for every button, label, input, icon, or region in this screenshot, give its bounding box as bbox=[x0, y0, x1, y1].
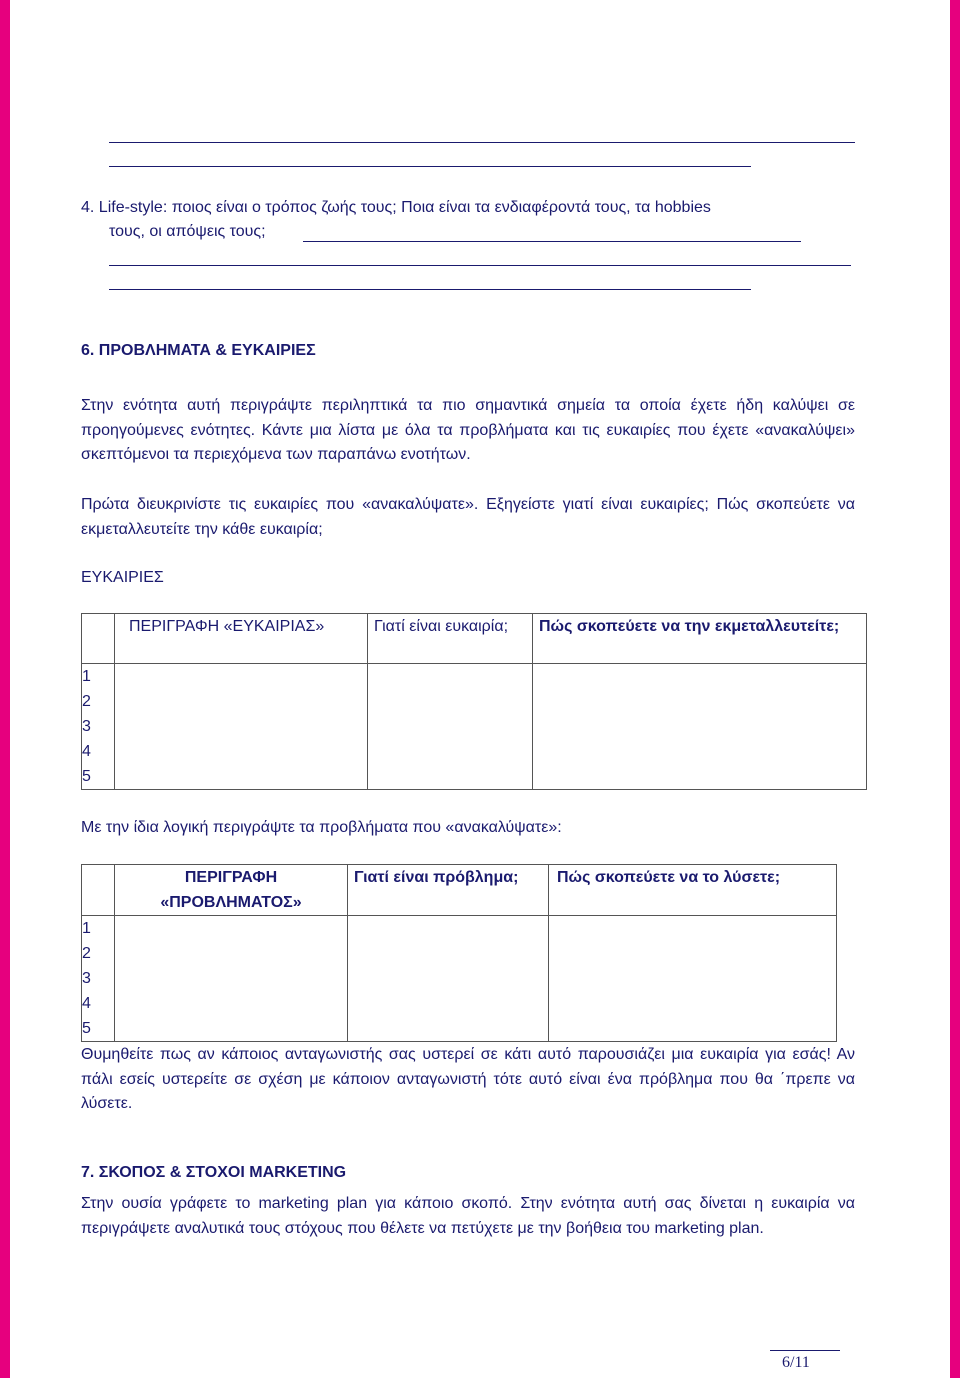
problems-table bbox=[81, 864, 837, 1042]
row-number: 2 bbox=[82, 693, 91, 710]
item4-line1: 4. Life-style: ποιος είναι ο τρόπος ζωής τους; Ποια είναι τα ενδιαφέροντά τους, τα hobbies bbox=[81, 199, 711, 216]
prob-col-description: ΠΕΡΙΓΡΑΦΗ «ΠΡΟΒΛΗΜΑΤΟΣ» bbox=[115, 865, 348, 916]
page-number: 6/11 bbox=[782, 1354, 810, 1371]
opportunities-label: ΕΥΚΑΙΡΙΕΣ bbox=[81, 569, 164, 586]
row-number: 1 bbox=[82, 920, 91, 937]
row-number: 5 bbox=[82, 768, 91, 785]
section6-paragraph-3: Θυμηθείτε πως αν κάποιος ανταγωνιστής σας υστερεί σε κάτι αυτό παρουσιάζει μια ευκαιρία για εσάς! Αν πάλι εσείς υστερείτε σε σχέση με κάποιον ανταγωνιστή τότε αυτό είναι ένα πρόβλημα που θα ΄πρεπε να λύσετε. bbox=[81, 1046, 855, 1112]
opportunities-table bbox=[81, 613, 867, 790]
answer-line[interactable] bbox=[109, 265, 851, 266]
opp-col-description: ΠΕΡΙΓΡΑΦΗ «ΕΥΚΑΙΡΙΑΣ» bbox=[115, 614, 368, 664]
answer-line[interactable] bbox=[109, 166, 751, 167]
row-number: 4 bbox=[82, 995, 91, 1012]
section7-heading: 7. ΣΚΟΠΟΣ & ΣΤΟΧΟΙ MARKETING bbox=[81, 1164, 347, 1181]
prob-col-why: Γιατί είναι πρόβλημα; bbox=[348, 865, 549, 916]
opp-col-how: Πώς σκοπεύετε να την εκμεταλλευτείτε; bbox=[533, 614, 867, 664]
opp-description-cell[interactable] bbox=[115, 664, 368, 790]
problems-intro: Με την ίδια λογική περιγράψτε τα προβλήματα που «ανακαλύψατε»: bbox=[81, 819, 562, 836]
section6-heading: 6. ΠΡΟΒΛΗΜΑΤΑ & ΕΥΚΑΙΡΙΕΣ bbox=[81, 342, 316, 359]
opp-row-numbers bbox=[82, 664, 115, 790]
opp-col-why: Γιατί είναι ευκαιρία; bbox=[368, 614, 533, 664]
row-number: 5 bbox=[82, 1020, 91, 1037]
right-pink-border bbox=[950, 0, 960, 1378]
row-number: 2 bbox=[82, 945, 91, 962]
answer-line[interactable] bbox=[109, 142, 855, 143]
prob-why-cell[interactable] bbox=[348, 916, 549, 1042]
section6-paragraph-2: Πρώτα διευκρινίστε τις ευκαιρίες που «ανακαλύψατε». Εξηγείστε γιατί είναι ευκαιρίες; Πώς σκοπεύετε να εκμεταλλευτείτε την κάθε ευκαιρία; bbox=[81, 496, 855, 538]
prob-row-numbers bbox=[82, 916, 115, 1042]
left-pink-border bbox=[0, 0, 10, 1378]
opp-why-cell[interactable] bbox=[368, 664, 533, 790]
row-number: 4 bbox=[82, 743, 91, 760]
answer-line[interactable] bbox=[303, 241, 801, 242]
row-number: 3 bbox=[82, 718, 91, 735]
prob-col-how: Πώς σκοπεύετε να το λύσετε; bbox=[549, 865, 837, 916]
answer-line[interactable] bbox=[109, 289, 751, 290]
prob-how-cell[interactable] bbox=[549, 916, 837, 1042]
item4-line2: τους, οι απόψεις τους; bbox=[109, 223, 266, 240]
row-number: 3 bbox=[82, 970, 91, 987]
section6-paragraph-1: Στην ενότητα αυτή περιγράψτε περιληπτικά τα πιο σημαντικά σημεία τα οποία έχετε ήδη καλύψει σε προηγούμενες ενότητες. Κάντε μια λίστα με όλα τα προβλήματα και τις ευκαιρίες που έχετε «ανακαλύψει» σκεπτόμενοι τα περιεχόμενα των παραπάνω ενοτήτων. bbox=[81, 397, 855, 463]
prob-description-cell[interactable] bbox=[115, 916, 348, 1042]
row-number: 1 bbox=[82, 668, 91, 685]
page-number-rule bbox=[770, 1350, 840, 1351]
opp-how-cell[interactable] bbox=[533, 664, 867, 790]
section7-paragraph: Στην ουσία γράφετε το marketing plan για κάποιο σκοπό. Στην ενότητα αυτή σας δίνεται η ευκαιρία να περιγράψετε αναλυτικά τους στόχους που θέλετε να πετύχετε με την βοήθεια του marketing plan. bbox=[81, 1195, 855, 1237]
